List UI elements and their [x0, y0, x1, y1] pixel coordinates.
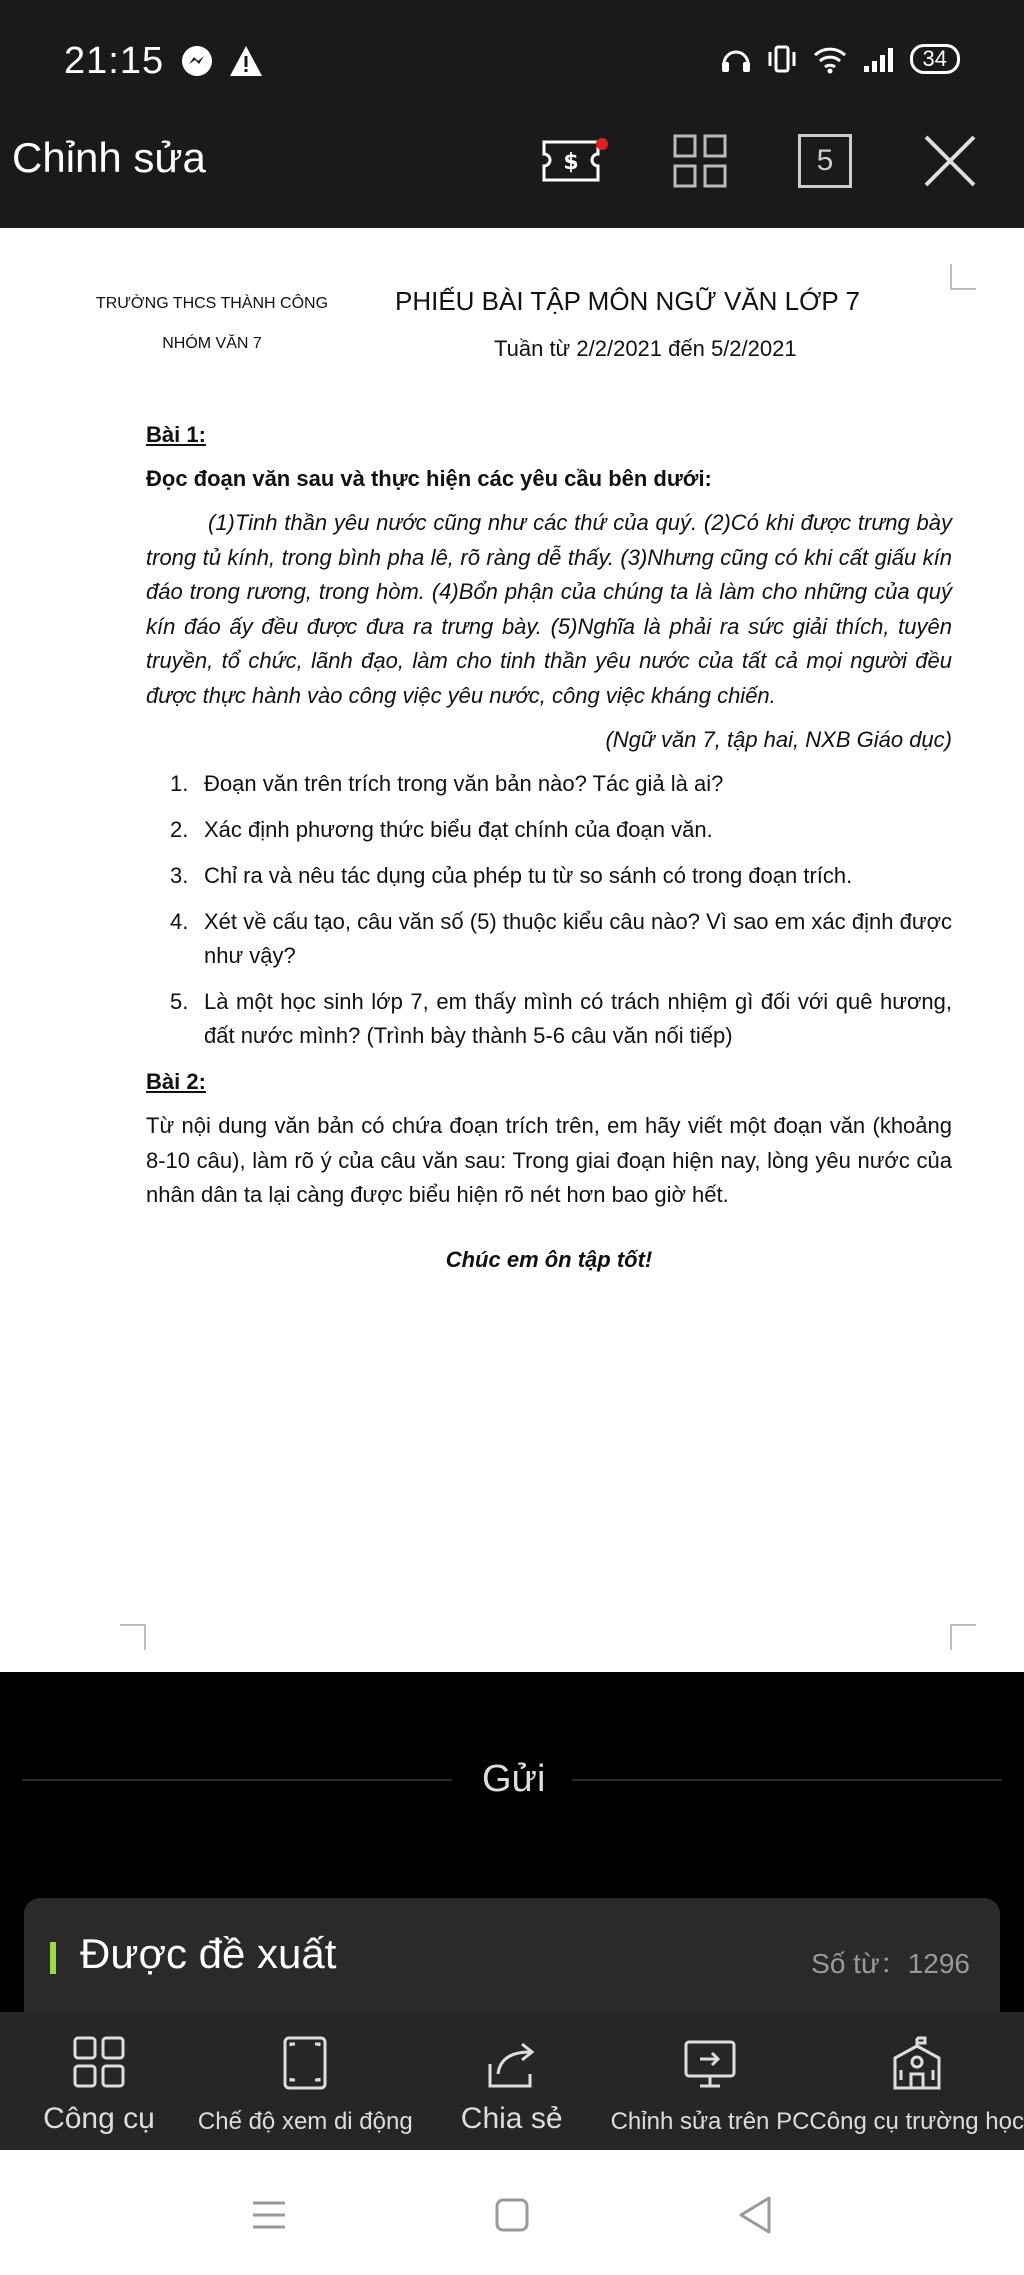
status-time: 21:15: [64, 40, 165, 82]
app-toolbar: [0, 92, 1024, 228]
messenger-icon: [180, 44, 214, 78]
document-page[interactable]: [0, 228, 1024, 1672]
status-right-icons: [720, 44, 960, 74]
battery-indicator: 34: [910, 44, 960, 74]
divider: [572, 1779, 1002, 1781]
grid-view-button[interactable]: [665, 126, 735, 196]
tools-button[interactable]: [0, 2012, 198, 2150]
group-name: NHÓM VĂN 7: [162, 335, 262, 352]
edit-on-pc-button[interactable]: [611, 2012, 810, 2150]
school-header: [92, 284, 332, 364]
accent-bar: [50, 1942, 56, 1974]
home-button[interactable]: [487, 2190, 537, 2240]
doc-content: [146, 418, 952, 1277]
share-button[interactable]: [413, 2012, 611, 2150]
page-corner-mark: [120, 1624, 146, 1650]
close-button[interactable]: [915, 126, 985, 196]
question-list: [170, 767, 952, 1053]
exercise-2-heading: Bài 2:: [146, 1069, 206, 1094]
wifi-icon: [812, 44, 848, 74]
premium-button[interactable]: [540, 126, 610, 196]
exercise-2-text: Từ nội dung văn bản có chứa đoạn trích trên, em hãy viết một đoạn văn (khoảng 8-10 câu), làm rõ ý của câu văn sau: Trong giai đoạn hiện nay, lòng yêu nước của nhân dân ta lại càng được biểu hiện rõ nét hơn bao giờ hết.: [146, 1113, 952, 1207]
tool-label: Công cụ trường học: [809, 2108, 1024, 2135]
mobile-view-icon: [281, 2034, 329, 2094]
system-nav-bar: [0, 2150, 1024, 2275]
menu-icon: [251, 2197, 287, 2233]
status-bar: [0, 0, 1024, 92]
home-square-icon: [494, 2197, 530, 2233]
page-count-button[interactable]: [790, 126, 860, 196]
bottom-toolbar: [0, 2012, 1024, 2150]
back-triangle-icon: [737, 2195, 773, 2235]
status-left-icons: [180, 44, 264, 78]
tool-label: Chỉnh sửa trên PC: [610, 2108, 810, 2135]
passage-source: (Ngữ văn 7, tập hai, NXB Giáo dục): [605, 727, 952, 752]
doc-title: PHIẾU BÀI TẬP MÔN NGỮ VĂN LỚP 7: [395, 286, 860, 316]
svg-text:$: $: [563, 150, 579, 175]
school-tools-button[interactable]: [809, 2012, 1024, 2150]
recents-button[interactable]: [244, 2190, 294, 2240]
page-corner-mark: [950, 264, 976, 290]
question-item: 2. Xác định phương thức biểu đạt chính của đoạn văn.: [170, 817, 713, 842]
reading-passage: (1)Tinh thần yêu nước cũng như các thứ của quý. (2)Có khi được trưng bày trong tủ kính, trong bình pha lê, rõ ràng dễ thấy. (3)Nhưng cũng có khi cất giấu kín đáo trong rương, trong hòm. (4)Bổn phận của chúng ta là làm cho những của quý kín đáo ấy đều được đưa ra trưng bày. (5)Nghĩa là phải ra sức giải thích, tuyên truyền, tổ chức, lãnh đạo, làm cho tinh thần yêu nước của tất cả mọi người đều được thực hành vào công việc yêu nước, công việc kháng chiến.: [146, 510, 952, 708]
question-item: 1. Đoạn văn trên trích trong văn bản nào? Tác giả là ai?: [170, 771, 724, 796]
school-icon: [889, 2034, 945, 2094]
grid-icon: [672, 133, 728, 189]
send-button[interactable]: Gửi: [482, 1758, 546, 1800]
tool-label: Chia sẻ: [460, 2102, 563, 2135]
dollar-ticket-icon: [540, 136, 610, 186]
close-icon: [922, 133, 978, 189]
doc-subtitle: Tuần từ 2/2/2021 đến 5/2/2021: [494, 336, 797, 361]
page-corner-mark: [950, 1624, 976, 1650]
send-section: [0, 1740, 1024, 1820]
share-icon: [484, 2034, 540, 2094]
question-item: 5. Là một học sinh lớp 7, em thấy mình có trách nhiệm gì đối với quê hương, đất nước mình? (Trình bày thành 5-6 câu văn nối tiếp): [170, 989, 952, 1048]
tool-label: Chế độ xem di động: [197, 2108, 413, 2135]
closing-message: Chúc em ôn tập tốt!: [445, 1246, 653, 1272]
pc-icon: [680, 2034, 740, 2094]
tool-label: Công cụ: [43, 2102, 155, 2135]
exercise-1-heading: Bài 1:: [146, 422, 206, 447]
instruction: Đọc đoạn văn sau và thực hiện các yêu cầu bên dưới:: [146, 466, 712, 491]
tools-grid-icon: [71, 2034, 127, 2094]
suggested-title: Được đề xuất: [80, 1930, 337, 1977]
page-count: 5: [798, 134, 852, 188]
back-button[interactable]: [730, 2190, 780, 2240]
vibrate-icon: [766, 44, 798, 74]
word-count: Số từ：1296: [811, 1948, 970, 1979]
warning-icon: [228, 44, 264, 78]
toolbar-title: Chỉnh sửa: [12, 134, 206, 181]
suggested-panel[interactable]: [24, 1898, 1000, 2018]
question-item: 4. Xét về cấu tạo, câu văn số (5) thuộc kiểu câu nào? Vì sao em xác định được như vậy?: [170, 909, 952, 968]
question-item: 3. Chỉ ra và nêu tác dụng của phép tu từ so sánh có trong đoạn trích.: [170, 863, 853, 888]
divider: [22, 1779, 452, 1781]
school-name: TRƯỜNG THCS THÀNH CÔNG: [95, 295, 329, 312]
signal-icon: [862, 44, 896, 74]
headphones-icon: [720, 44, 752, 74]
mobile-view-button[interactable]: [198, 2012, 413, 2150]
